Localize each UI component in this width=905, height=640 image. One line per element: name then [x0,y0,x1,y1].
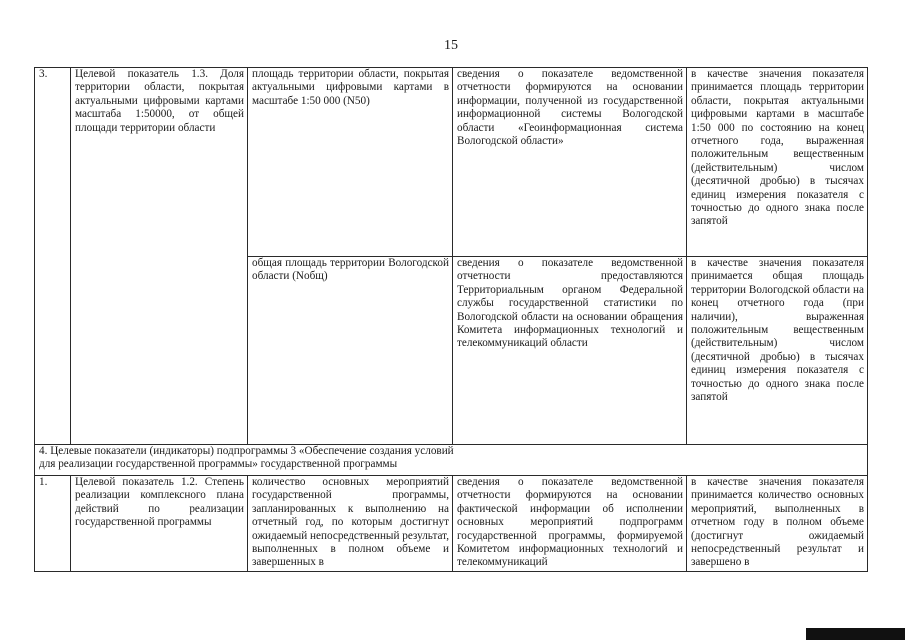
indicator-name-cell: Целевой показатель 1.3. Доля территории области, покрытая актуальными цифровыми картами масштаба 1:50000, от общей площади территории области [71,68,248,445]
section-header [35,445,868,476]
row-number: 1. [35,476,71,572]
source-cell: сведения о показателе ведомственной отчетности формируются на основании фактической информации об исполнении основных мероприятий подпрограмм государственной программы, формируемой Комитетом информационных технологий и телекоммуникаций [453,476,687,572]
row-number: 3. [35,68,71,445]
method-cell: в качестве значения показателя принимается общая площадь территории Вологодской области на конец отчетного года (при наличии), выраженная положительным вещественным (действительным) числом (десятичной дробью) в тысячах единиц измерения показателя с точностью до одного знака после запятой [687,257,868,445]
section-header-line: 4. Целевые показатели (индикаторы) подпрограммы 3 «Обеспечение создания условий [39,445,454,457]
variable-cell: общая площадь территории Вологодской области (Nобщ) [248,257,453,445]
scan-edge-mark [806,628,905,640]
table-row [35,68,868,257]
section-header-row [35,445,868,476]
section-header-line: для реализации государственной программы» государственной программы [39,458,398,470]
indicator-name-cell: Целевой показатель 1.2. Степень реализации комплексного плана действий по реализации государственной программы [71,476,248,572]
page-number: 15 [444,38,458,53]
method-cell: в качестве значения показателя принимается количество основных мероприятий, выполненных в отчетном году в полном объеме (достигнут ожидаемый непосредственный результат и завершено в [687,476,868,572]
method-cell: в качестве значения показателя принимается площадь территории области, покрытая актуальными цифровыми картами в масштабе 1:50 000 по состоянию на конец отчетного года, выраженная положительным вещественным (действительным) числом (десятичной дробью) в тысячах единиц измерения показателя с точностью до одного знака после запятой [687,68,868,257]
indicators-table [34,67,868,572]
source-cell: сведения о показателе ведомственной отчетности предоставляются Территориальным органом Федеральной службы государственной статистики по Вологодской области на основании обращения Комитета информационных технологий и телекоммуникаций области [453,257,687,445]
variable-cell: площадь территории области, покрытая актуальными цифровыми картами в масштабе 1:50 000 (N50) [248,68,453,257]
table-row [35,476,868,572]
source-cell: сведения о показателе ведомственной отчетности формируются на основании информации, полученной из государственной информационной системы Вологодской области «Геоинформационная система Вологодской области» [453,68,687,257]
variable-cell: количество основных мероприятий государственной программы, запланированных к выполнению на отчетный год, по которым достигнут ожидаемый непосредственный результат, выполненных в полном объеме и завершенных в [248,476,453,572]
